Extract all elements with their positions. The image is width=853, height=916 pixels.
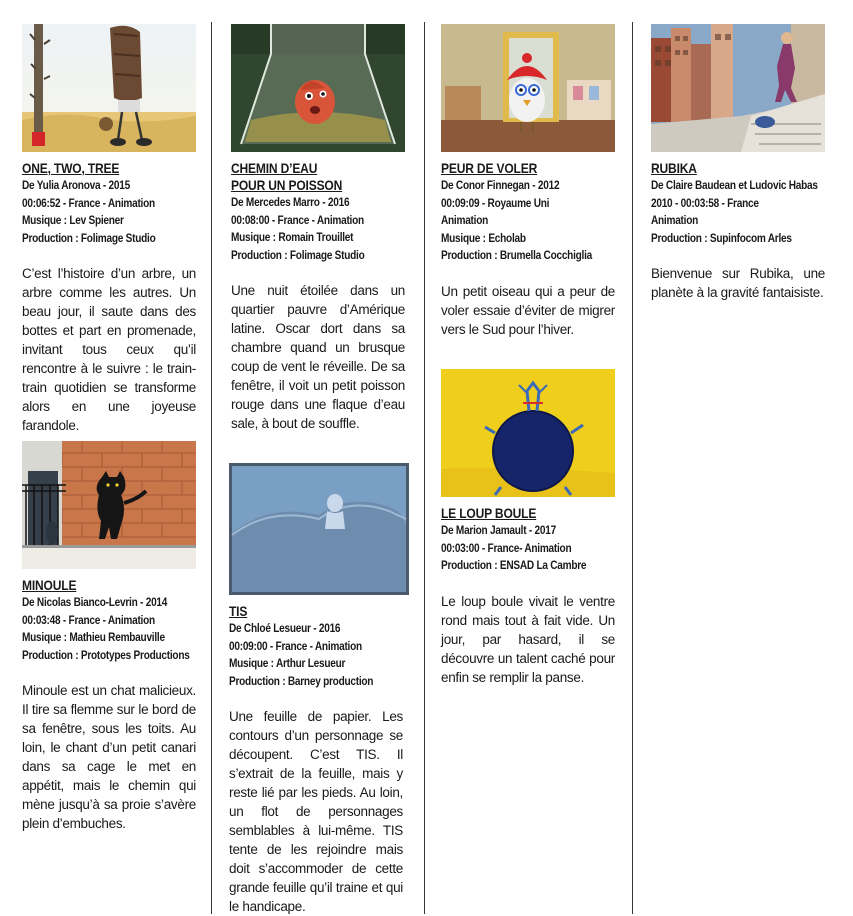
- film-peur-de-voler: [441, 24, 615, 339]
- film-synopsis: Le loup boule vivait le ventre rond mais tout à fait vide. Un jour, par hasard, il se découvre un talent caché pour enfin se remplir la panse.: [441, 593, 615, 685]
- film-synopsis: Une feuille de papier. Les contours d’un personnage se découpent. C’est TIS. Il s’extrait de la feuille, mais y reste lié par les pieds. Au loin, un flot de personnages semblables à lui-même. TIS tente de les rejoindre mais doit s’accommoder de cette grande feuille qu’il traine et qui le handicape.: [229, 709, 403, 914]
- film-one-two-tree: [22, 24, 196, 435]
- film-production: Production : Folimage Studio: [231, 247, 365, 262]
- film-still-le-loup-boule: [441, 369, 615, 497]
- film-details-genre: Animation: [441, 213, 489, 227]
- film-synopsis: Minoule est un chat malicieux. Il tire sa flemme sur le bord de sa fenêtre, sous les toits. Au loin, le chant d’un petit canari dans sa cage le met en appétit, mais le chemin qui mène jusqu’à sa proie s’avère plein d’embuches.: [22, 683, 196, 831]
- film-music: Musique : Arthur Lesueur: [229, 656, 346, 670]
- film-title: LE LOUP BOULE: [441, 505, 537, 521]
- film-synopsis: Une nuit étoilée dans un quartier pauvre d’Amérique latine. Oscar dort dans sa chambre quand un brusque coup de vent le réveille. De sa fenêtre, il voit un petit poisson rouge dans une flaque d’eau sale, à bout de souffle.: [231, 283, 405, 431]
- film-le-loup-boule: [441, 369, 615, 687]
- film-still-chemin-deau: [231, 24, 405, 152]
- film-director: De Yulia Aronova - 2015: [22, 178, 130, 192]
- film-chemin-deau: [231, 24, 405, 433]
- film-details-genre: Animation: [651, 213, 699, 227]
- film-title: MINOULE: [22, 577, 77, 593]
- film-production: Production : Brumella Cocchiglia: [441, 248, 593, 262]
- film-production: Production : Folimage Studio: [22, 230, 156, 245]
- column-divider: [424, 22, 425, 914]
- film-synopsis: Bienvenue sur Rubika, une planète à la gravité fantaisiste.: [651, 266, 825, 300]
- film-minoule: [22, 441, 196, 833]
- film-title: ONE, TWO, TREE: [22, 160, 120, 176]
- film-director: De Chloé Lesueur - 2016: [229, 621, 341, 635]
- film-music: Musique : Mathieu Rembauville: [22, 630, 165, 644]
- film-details: 00:03:48 - France - Animation: [22, 612, 155, 627]
- film-synopsis: Un petit oiseau qui a peur de voler essaie d’éviter de migrer vers le Sud pour l’hiver.: [441, 283, 615, 337]
- film-title: PEUR DE VOLER: [441, 160, 538, 176]
- film-still-one-two-tree: [22, 24, 196, 152]
- film-production: Production : Prototypes Productions: [22, 647, 190, 662]
- column-divider: [211, 22, 212, 914]
- film-director: De Claire Baudean et Ludovic Habas: [651, 178, 818, 192]
- film-music: Musique : Lev Spiener: [22, 213, 124, 227]
- film-director: De Mercedes Marro - 2016: [231, 195, 350, 209]
- film-details: 00:09:00 - France - Animation: [229, 638, 362, 653]
- film-tis: [229, 463, 403, 916]
- film-production: Production : ENSAD La Cambre: [441, 558, 587, 572]
- column-divider: [632, 22, 633, 914]
- film-production: Production : Supinfocom Arles: [651, 230, 792, 245]
- film-details: 00:08:00 - France - Animation: [231, 212, 364, 227]
- film-title: RUBIKA: [651, 160, 697, 176]
- film-title: TIS: [229, 603, 248, 619]
- film-director: De Nicolas Bianco-Levrin - 2014: [22, 595, 168, 609]
- film-production: Production : Barney production: [229, 673, 374, 688]
- film-music: Musique : Romain Trouillet: [231, 230, 354, 244]
- film-still-minoule: [22, 441, 196, 569]
- film-still-peur-de-voler: [441, 24, 615, 152]
- film-music: Musique : Echolab: [441, 230, 526, 245]
- film-still-rubika: [651, 24, 825, 152]
- film-rubika: [651, 24, 825, 302]
- film-director: De Conor Finnegan - 2012: [441, 178, 560, 192]
- film-details: 00:06:52 - France - Animation: [22, 195, 155, 210]
- film-still-tis: [229, 463, 409, 595]
- film-details: 00:03:00 - France- Animation: [441, 540, 572, 555]
- film-details: 2010 - 00:03:58 - France: [651, 195, 759, 210]
- film-details: 00:09:09 - Royaume Uni: [441, 195, 550, 210]
- film-title: CHEMIN D’EAU POUR UN POISSON: [231, 160, 343, 193]
- film-director: De Marion Jamault - 2017: [441, 523, 556, 537]
- film-synopsis: C’est l’histoire d’un arbre, un arbre comme les autres. Un beau jour, il saute dans des bottes et part en promenade, invitant tous ceux qu’il rencontre à le suivre : le train-train quotidien se transforme alors en une joyeuse farandole.: [22, 266, 196, 433]
